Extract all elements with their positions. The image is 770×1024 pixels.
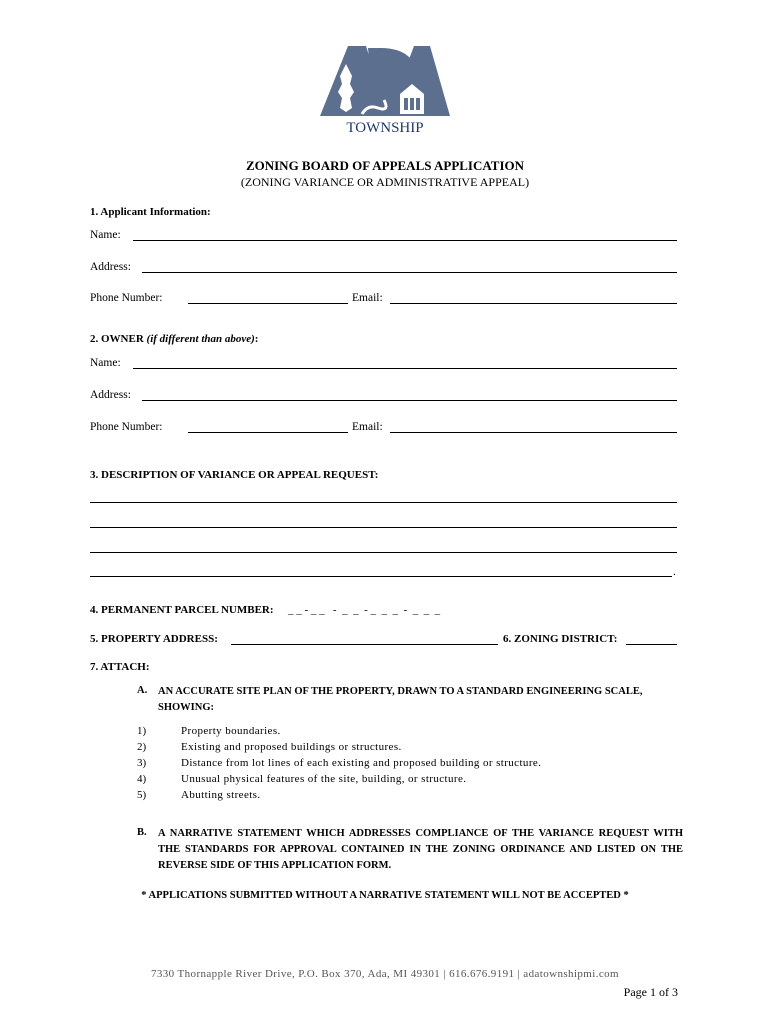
section-2-heading bbox=[90, 333, 258, 345]
page-number: Page 1 of 3 bbox=[623, 985, 678, 999]
section-4-heading: 4. PERMANENT PARCEL NUMBER: bbox=[90, 604, 274, 616]
applicant-name-label: Name: bbox=[90, 229, 121, 241]
applicant-address-label: Address: bbox=[90, 261, 131, 273]
item-number: 1) bbox=[137, 725, 147, 737]
form-title: ZONING BOARD OF APPEALS APPLICATION bbox=[245, 158, 525, 173]
description-period: . bbox=[673, 566, 676, 578]
item-property-boundaries: Property boundaries. bbox=[181, 725, 281, 737]
owner-email-label: Email: bbox=[352, 421, 383, 433]
owner-name-field[interactable] bbox=[133, 368, 677, 369]
owner-heading-note: (if different than above) bbox=[146, 333, 255, 345]
item-buildings: Existing and proposed buildings or structures. bbox=[181, 741, 402, 753]
section-5-heading: 5. PROPERTY ADDRESS: bbox=[90, 633, 218, 645]
owner-address-label: Address: bbox=[90, 389, 131, 401]
item-number: 5) bbox=[137, 789, 147, 801]
applicant-address-field[interactable] bbox=[142, 272, 677, 273]
owner-email-field[interactable] bbox=[390, 432, 677, 433]
owner-address-field[interactable] bbox=[142, 400, 677, 401]
footer-address: 7330 Thornapple River Drive, P.O. Box 370, Ada, MI 49301 | 616.676.9191 | adatownshipmi.com bbox=[150, 968, 620, 980]
attach-a-text: AN ACCURATE SITE PLAN OF THE PROPERTY, DRAWN TO A STANDARD ENGINEERING SCALE, SHOWING: bbox=[158, 686, 643, 713]
zoning-district-label: 6. ZONING DISTRICT: bbox=[503, 633, 618, 645]
logo-township-text: TOWNSHIP bbox=[346, 120, 424, 136]
applicant-email-field[interactable] bbox=[390, 303, 677, 304]
description-line-3[interactable] bbox=[90, 552, 677, 553]
section-3-heading: 3. DESCRIPTION OF VARIANCE OR APPEAL REQUEST: bbox=[90, 469, 379, 481]
owner-heading-text: 2. OWNER bbox=[90, 333, 147, 345]
owner-phone-field[interactable] bbox=[188, 432, 348, 433]
property-address-field[interactable] bbox=[231, 644, 498, 645]
item-distance: Distance from lot lines of each existing and proposed building or structure. bbox=[181, 757, 542, 769]
attach-a-letter: A. bbox=[137, 685, 148, 696]
applicant-phone-field[interactable] bbox=[188, 303, 348, 304]
township-logo bbox=[318, 42, 452, 160]
narrative-warning: * APPLICATIONS SUBMITTED WITHOUT A NARRATIVE STATEMENT WILL NOT BE ACCEPTED * bbox=[141, 890, 629, 901]
description-line-1[interactable] bbox=[90, 502, 677, 503]
item-number: 3) bbox=[137, 757, 147, 769]
item-physical-features: Unusual physical features of the site, building, or structure. bbox=[181, 773, 467, 785]
owner-phone-label: Phone Number: bbox=[90, 421, 163, 433]
ada-logo-icon bbox=[318, 42, 452, 122]
section-7-heading: 7. ATTACH: bbox=[90, 661, 150, 673]
applicant-email-label: Email: bbox=[352, 292, 383, 304]
section-1-heading: 1. Applicant Information: bbox=[90, 206, 211, 218]
parcel-number-field[interactable]: _ _ - _ _ - _ _ - _ _ _ - _ _ _ bbox=[288, 604, 441, 616]
owner-heading-colon: : bbox=[254, 333, 259, 345]
description-line-4[interactable] bbox=[90, 576, 672, 577]
item-number: 4) bbox=[137, 773, 147, 785]
owner-name-label: Name: bbox=[90, 357, 121, 369]
applicant-phone-label: Phone Number: bbox=[90, 292, 163, 304]
zoning-district-field[interactable] bbox=[626, 644, 677, 645]
attach-b-letter: B. bbox=[137, 827, 147, 838]
description-line-2[interactable] bbox=[90, 527, 677, 528]
form-subtitle: (ZONING VARIANCE OR ADMINISTRATIVE APPEAL) bbox=[240, 175, 530, 189]
item-abutting-streets: Abutting streets. bbox=[181, 789, 261, 801]
attach-b-text: A NARRATIVE STATEMENT WHICH ADDRESSES COMPLIANCE OF THE VARIANCE REQUEST WITH THE STANDARDS FOR APPROVAL CONTAINED IN THE ZONING ORDINANCE AND LISTED ON THE REVERSE SIDE OF THIS APPLICATION FORM. bbox=[158, 828, 683, 871]
item-number: 2) bbox=[137, 741, 147, 753]
applicant-name-field[interactable] bbox=[133, 240, 677, 241]
